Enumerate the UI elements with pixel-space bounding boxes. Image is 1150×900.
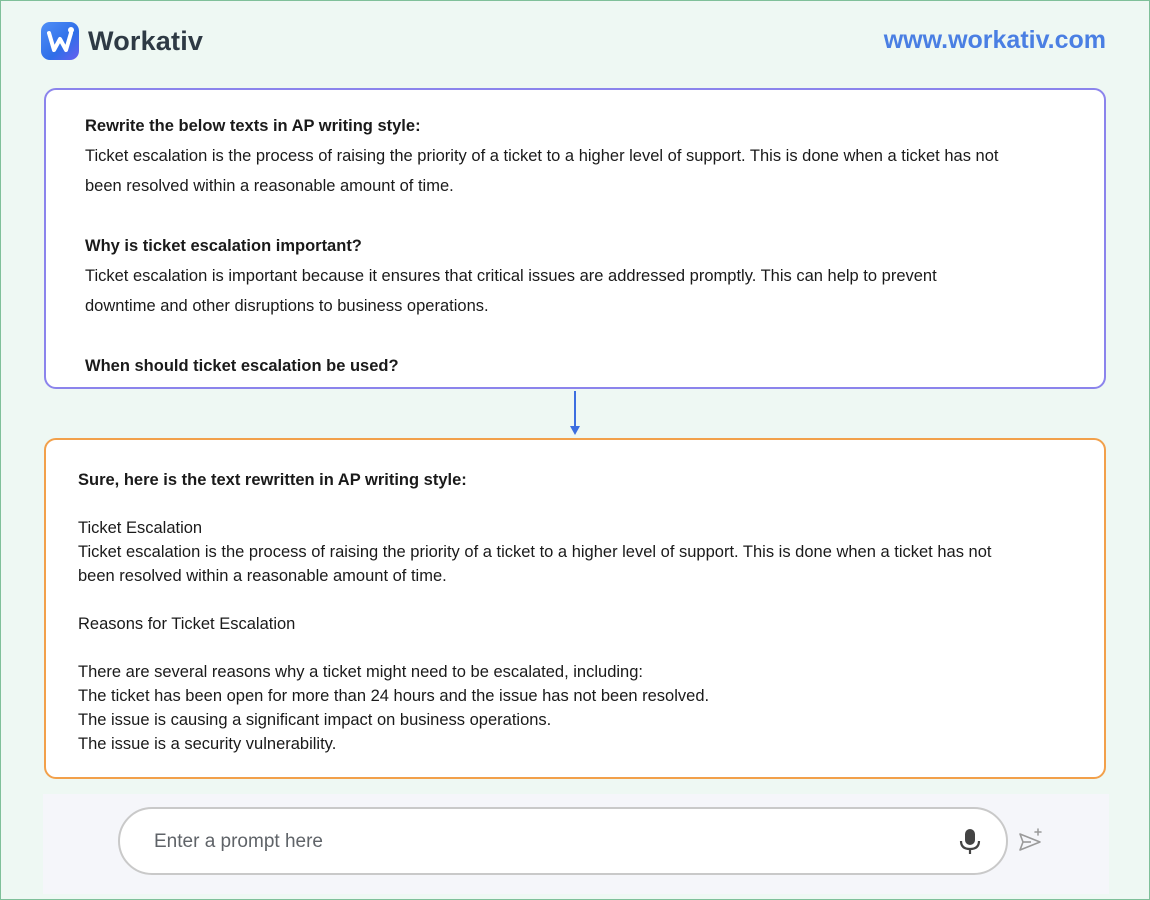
spacer [78, 492, 1088, 516]
prompt-paragraph-line: downtime and other disruptions to business operations. [85, 297, 489, 315]
list-item: The issue is a security vulnerability. [78, 735, 337, 753]
workativ-logo-icon [41, 22, 79, 60]
list-item: The ticket has been open for more than 24 hours and the issue has not been resolved. [78, 687, 710, 705]
prompt-question: When should ticket escalation be used? [85, 357, 399, 375]
brand [41, 22, 203, 60]
send-icon[interactable] [1018, 828, 1044, 854]
prompt-paragraph-line: Ticket escalation is important because it ensures that critical issues are addressed promptly. This can help to prevent [85, 267, 937, 285]
spacer [78, 636, 1088, 660]
prompt-content [85, 111, 1085, 381]
prompt-heading: Rewrite the below texts in AP writing style: [85, 117, 421, 135]
prompt-question: Why is ticket escalation important? [85, 237, 362, 255]
response-section-title: Ticket Escalation [78, 519, 203, 537]
prompt-paragraph-line: Ticket escalation is the process of raising the priority of a ticket to a higher level of support. This is done when a ticket has not [85, 147, 999, 165]
response-line: been resolved within a reasonable amount of time. [78, 567, 447, 585]
prompt-input[interactable] [152, 809, 916, 875]
site-url-link[interactable]: www.workativ.com [883, 26, 1106, 54]
response-section-title: Reasons for Ticket Escalation [78, 615, 296, 633]
spacer [85, 201, 1085, 231]
spacer [78, 588, 1088, 612]
prompt-input-area [43, 794, 1109, 894]
list-item: The issue is causing a significant impact on business operations. [78, 711, 552, 729]
prompt-input-container [118, 807, 1008, 875]
prompt-card [44, 88, 1106, 389]
response-line: Ticket escalation is the process of raising the priority of a ticket to a higher level of support. This is done when a ticket has not [78, 543, 992, 561]
response-card [44, 438, 1106, 779]
prompt-paragraph-line: been resolved within a reasonable amount of time. [85, 177, 454, 195]
spacer [85, 321, 1085, 351]
response-content [78, 468, 1088, 756]
microphone-icon[interactable] [958, 828, 982, 856]
arrow-down-icon [567, 390, 583, 438]
response-line: There are several reasons why a ticket might need to be escalated, including: [78, 663, 643, 681]
brand-name: Workativ [88, 25, 204, 56]
response-intro: Sure, here is the text rewritten in AP writing style: [78, 471, 467, 489]
